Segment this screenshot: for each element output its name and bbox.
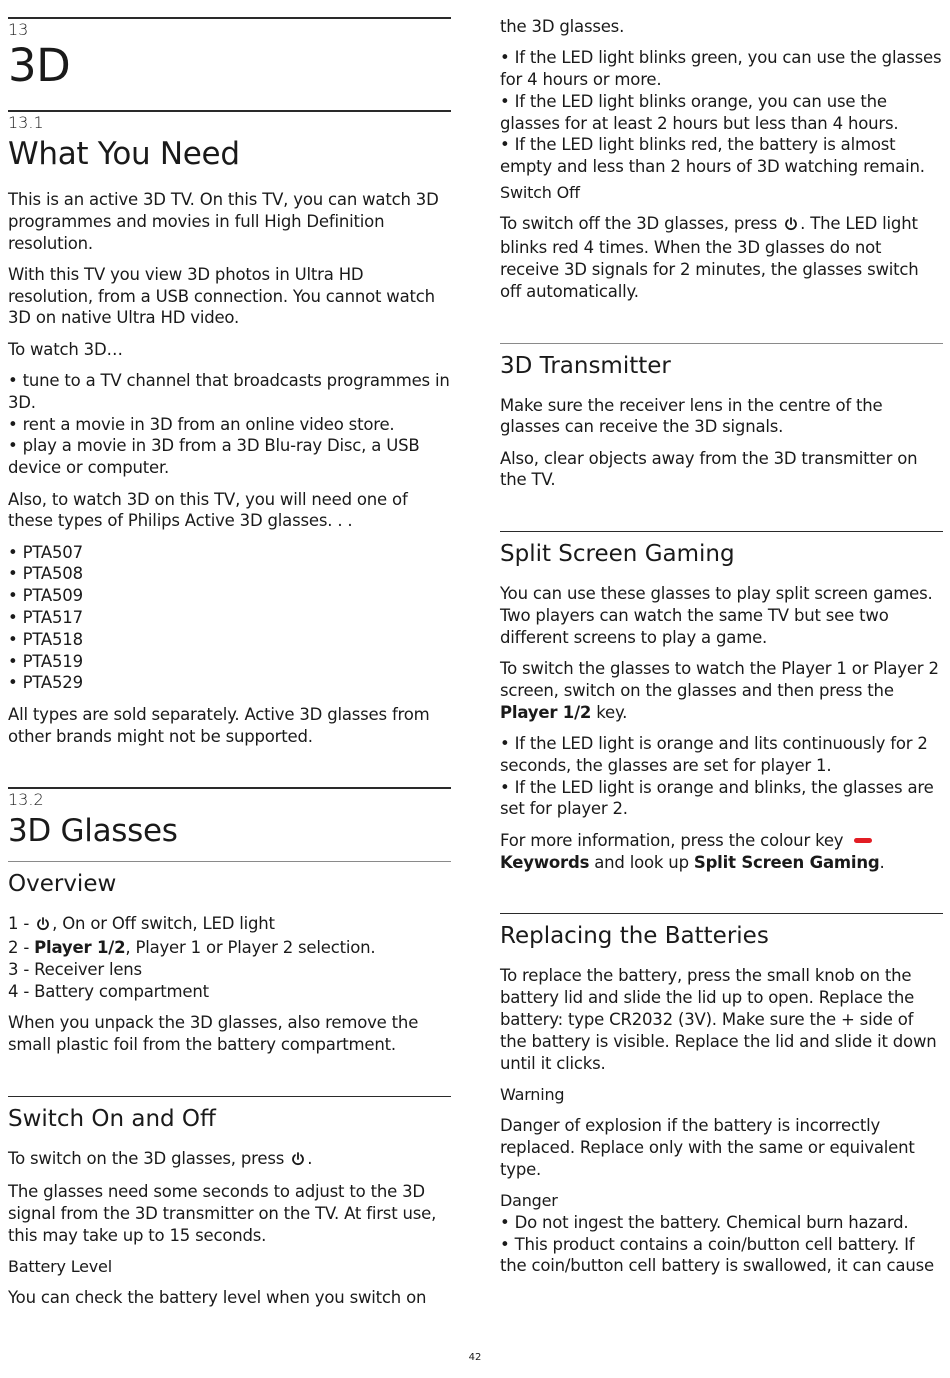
paragraph: To watch 3D… — [8, 339, 123, 359]
list-item: 4 - Battery compartment — [8, 981, 209, 1001]
red-key-icon — [854, 838, 872, 843]
paragraph: To switch on the 3D glasses, press . — [8, 1148, 451, 1172]
paragraph: Also, to watch 3D on this TV, you will need one of these types of Philips Active 3D glasses. . . — [8, 489, 408, 531]
power-icon — [36, 915, 50, 937]
paragraph: the 3D glasses. — [500, 17, 625, 36]
chapter-number: 13 — [8, 20, 29, 39]
bullet-list — [8, 370, 451, 479]
paragraph: You can use these glasses to play split screen games. Two players can watch the same TV but see two different screens to play a game. — [500, 584, 933, 647]
list-item: • If the LED light blinks red, the battery is almost empty and less than 2 hours of 3D watching remain. — [500, 135, 925, 177]
subheading: Danger — [500, 1190, 558, 1210]
list-item: • Do not ingest the battery. Chemical burn hazard. — [500, 1212, 909, 1232]
list-item: • If the LED light is orange and blinks, the glasses are set for player 2. — [500, 777, 934, 819]
list-item: • tune to a TV channel that broadcasts programmes in 3D. — [8, 371, 450, 412]
page-number: 42 — [468, 1352, 482, 1363]
bullet-list — [500, 733, 943, 820]
paragraph: Danger of explosion if the battery is incorrectly replaced. Replace only with the same or equivalent type. — [500, 1116, 915, 1179]
paragraph: You can check the battery level when you switch on — [8, 1288, 427, 1308]
subheading: Switch Off — [500, 183, 580, 203]
key-name: Player 1/2 — [500, 702, 592, 722]
list-item: 1 - , On or Off switch, LED light — [8, 913, 451, 937]
list-item: • If the LED light blinks orange, you can use the glasses for at least 2 hours but less than 4 hours. — [500, 91, 899, 133]
section-rule — [8, 787, 451, 789]
paragraph: For more information, press the colour key Keywords and look up Split Screen Gaming. — [500, 830, 885, 872]
section-title: 3D Glasses — [8, 813, 178, 850]
bullet-list — [500, 47, 943, 178]
paragraph: When you unpack the 3D glasses, also remove the small plastic foil from the battery compartment. — [8, 1013, 419, 1054]
left-column — [8, 0, 451, 1309]
paragraph: To replace the battery, press the small knob on the battery lid and slide the lid up to open. Replace the battery: type CR2032 (3V). Make sure the + side of the battery is visible. Replace the lid and slide it down until it clicks. — [500, 966, 937, 1073]
overview-list — [8, 913, 451, 1002]
paragraph: With this TV you view 3D photos in Ultra HD resolution, from a USB connection. You cannot watch 3D on native Ultra HD video. — [8, 264, 435, 328]
list-item: • PTA518 — [8, 629, 83, 649]
key-name: Keywords — [500, 852, 590, 872]
list-item: • rent a movie in 3D from an online video store. — [8, 414, 395, 434]
paragraph: This is an active 3D TV. On this TV, you can watch 3D programmes and movies in full High Definition resolution. — [8, 190, 439, 253]
list-item: • PTA508 — [8, 564, 83, 584]
chapter-rule — [8, 17, 451, 19]
paragraph: Make sure the receiver lens in the centre of the glasses can receive the 3D signals. — [500, 395, 883, 437]
subsection-rule — [8, 1096, 451, 1097]
subsection-title: Switch On and Off — [8, 1105, 216, 1132]
section-number: 13.2 — [8, 790, 44, 810]
right-column — [500, 0, 943, 1277]
list-item: • PTA529 — [8, 673, 83, 693]
power-icon — [784, 215, 798, 237]
list-item: • PTA509 — [8, 586, 83, 606]
list-item: • If the LED light is orange and lits continuously for 2 seconds, the glasses are set for player 1. — [500, 734, 928, 775]
keyword-name: Split Screen Gaming — [693, 852, 880, 872]
section-title: What You Need — [8, 136, 240, 172]
list-item: • PTA507 — [8, 542, 83, 562]
list-item: • This product contains a coin/button cell battery. If the coin/button cell battery is swallowed, it can cause — [500, 1234, 934, 1276]
list-item: 3 - Receiver lens — [8, 959, 142, 979]
paragraph: To switch the glasses to watch the Player 1 or Player 2 screen, switch on the glasses and then press the Player 1/2 key. — [500, 659, 939, 722]
list-item: • PTA517 — [8, 608, 83, 628]
list-item: • play a movie in 3D from a 3D Blu-ray Disc, a USB device or computer. — [8, 436, 420, 478]
chapter-title: 3D — [8, 39, 71, 92]
subsection-rule — [500, 913, 943, 914]
subsection-title: Split Screen Gaming — [500, 541, 735, 568]
list-item: • If the LED light blinks green, you can use the glasses for 4 hours or more. — [500, 48, 942, 90]
subsection-rule — [500, 343, 943, 344]
subsection-title: Replacing the Batteries — [500, 923, 769, 950]
subsection-rule — [500, 531, 943, 532]
list-item: 2 - Player 1/2, Player 1 or Player 2 selection. — [8, 938, 376, 958]
model-list — [8, 542, 451, 695]
subsection-rule — [8, 861, 451, 862]
section-number: 13.1 — [8, 113, 44, 132]
key-name: Player 1/2 — [34, 938, 126, 958]
paragraph: The glasses need some seconds to adjust to the 3D signal from the 3D transmitter on the TV. At first use, this may take up to 15 seconds. — [8, 1181, 437, 1245]
subsection-title: Overview — [8, 871, 117, 898]
subheading: Warning — [500, 1084, 565, 1104]
paragraph: All types are sold separately. Active 3D glasses from other brands might not be supported. — [8, 704, 430, 746]
paragraph: Also, clear objects away from the 3D transmitter on the TV. — [500, 448, 918, 490]
bullet-list — [500, 1212, 943, 1277]
section-rule — [8, 110, 451, 112]
paragraph: To switch off the 3D glasses, press . The LED light blinks red 4 times. When the 3D glasses do not receive 3D signals for 2 minutes, the glasses switch off automatically. — [500, 214, 919, 301]
power-icon — [291, 1150, 305, 1172]
subsection-title: 3D Transmitter — [500, 352, 671, 379]
subheading: Battery Level — [8, 1256, 112, 1276]
list-item: • PTA519 — [8, 651, 83, 671]
